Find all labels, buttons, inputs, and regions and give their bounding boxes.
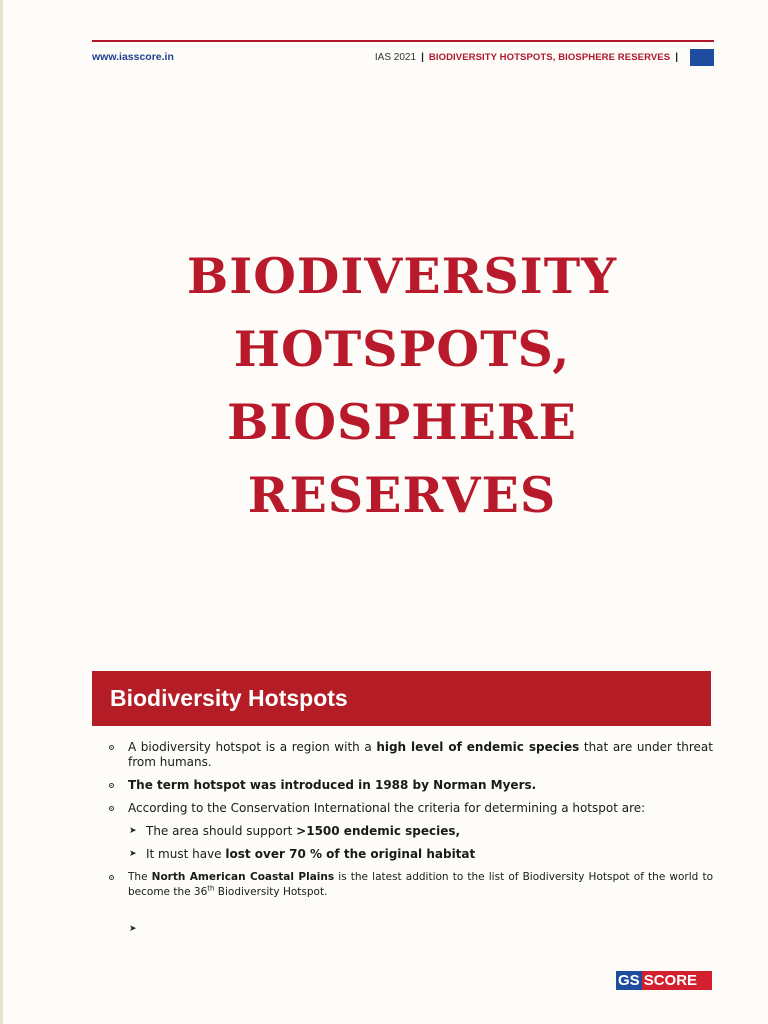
- bullet-circle-icon: [109, 875, 114, 880]
- bullet-list: [92, 740, 713, 945]
- arrow-bullet-icon: ➤: [129, 849, 137, 859]
- empty-sub-list-item: [92, 922, 713, 937]
- gsscore-logo: [616, 971, 712, 990]
- header-separator: |: [421, 51, 424, 63]
- site-url[interactable]: www.iasscore.in: [92, 51, 174, 63]
- list-item: A biodiversity hotspot is a region with a high level of endemic species that are under threat from humans.: [92, 740, 713, 770]
- bullet-circle-icon: [109, 806, 114, 811]
- header-separator-2: |: [675, 51, 678, 63]
- page-edge: [0, 0, 3, 1024]
- title-line: RESERVES: [247, 466, 557, 524]
- title-line: HOTSPOTS,: [233, 320, 571, 378]
- sub-list-item: ➤ It must have lost over 70 % of the original habitat: [129, 847, 476, 861]
- header-rule: [92, 40, 714, 42]
- header-color-block: [690, 49, 714, 66]
- title-line: BIOSPHERE: [227, 393, 577, 451]
- course-label: IAS 2021: [374, 51, 417, 63]
- arrow-bullet-icon: ➤: [129, 826, 137, 836]
- logo-gs: GS: [618, 972, 640, 989]
- page-header: [92, 40, 714, 66]
- page-title: [92, 240, 712, 532]
- header-topic: BIODIVERSITY HOTSPOTS, BIOSPHERE RESERVES: [428, 51, 671, 63]
- sub-list-item: ➤ The area should support >1500 endemic species,: [129, 824, 461, 838]
- logo-score: SCORE: [642, 971, 712, 990]
- section-heading-bar: [92, 671, 711, 726]
- bullet-circle-icon: [109, 783, 114, 788]
- list-item: The term hotspot was introduced in 1988 by Norman Myers.: [92, 778, 713, 793]
- list-item: According to the Conservation International the criteria for determining a hotspot are:: [92, 801, 713, 816]
- title-line: BIODIVERSITY: [186, 247, 618, 305]
- list-item: The North American Coastal Plains is the latest addition to the list of Biodiversity Hotspot of the world to become the 36th Biodiversity Hotspot.: [92, 870, 713, 900]
- arrow-bullet-icon: ➤: [129, 924, 137, 934]
- section-heading: Biodiversity Hotspots: [110, 685, 348, 711]
- bullet-circle-icon: [109, 745, 114, 750]
